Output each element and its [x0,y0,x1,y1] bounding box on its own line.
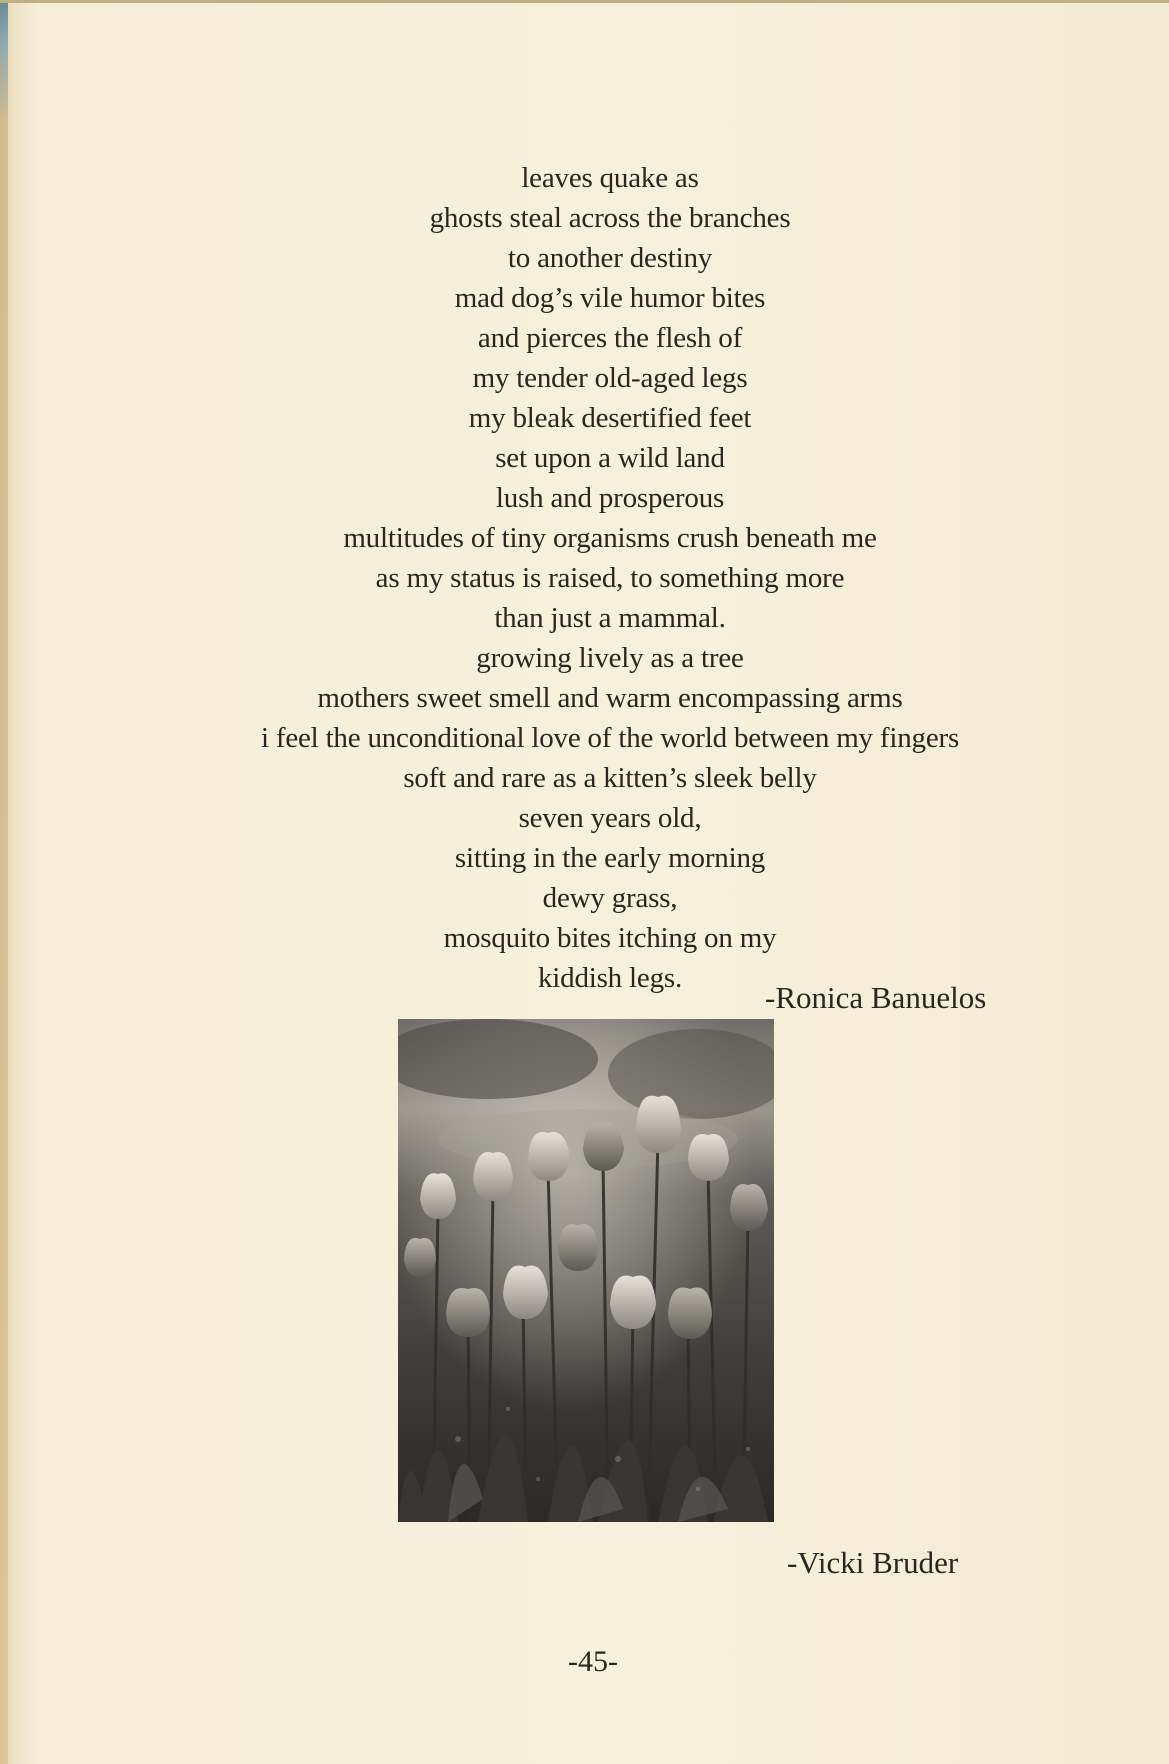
poem-line: i feel the unconditional love of the world between my fingers [260,722,960,754]
poem-line: than just a mammal. [494,602,726,634]
poem-author: -Ronica Banuelos [765,980,987,1015]
poem-line: and pierces the flesh of [477,322,743,354]
page-number: -45- [568,1645,618,1678]
poem-line: multitudes of tiny organisms crush beneath me [343,522,877,554]
poem-line: lush and prosperous [495,482,725,514]
page-spine-edge [0,0,8,1764]
poem-line: leaves quake as [521,162,699,194]
photo-credit: -Vicki Bruder [787,1545,959,1580]
poem-line: kiddish legs. [537,962,682,994]
tulips-photo [398,1019,774,1522]
poem-line: my bleak desertified feet [468,402,752,434]
poem-line: my tender old-aged legs [472,362,748,394]
poem-line: dewy grass, [542,882,678,914]
poem-line: mosquito bites itching on my [443,922,777,954]
poem-line: ghosts steal across the branches [429,202,791,234]
poem-line: to another destiny [507,242,713,274]
poem-line: mad dog’s vile humor bites [454,282,766,314]
poem-line: mothers sweet smell and warm encompassing arms [317,682,903,714]
tulips-photo-icon [398,1019,774,1522]
poem-line: sitting in the early morning [454,842,766,874]
poem-line: seven years old, [518,802,702,834]
poem [150,158,1070,998]
poem-line: soft and rare as a kitten’s sleek belly [403,762,817,794]
poem-line: as my status is raised, to something more [375,562,845,594]
page-top-edge [0,0,1169,3]
poem-line: set upon a wild land [495,442,725,474]
poem-line: growing lively as a tree [476,642,744,674]
